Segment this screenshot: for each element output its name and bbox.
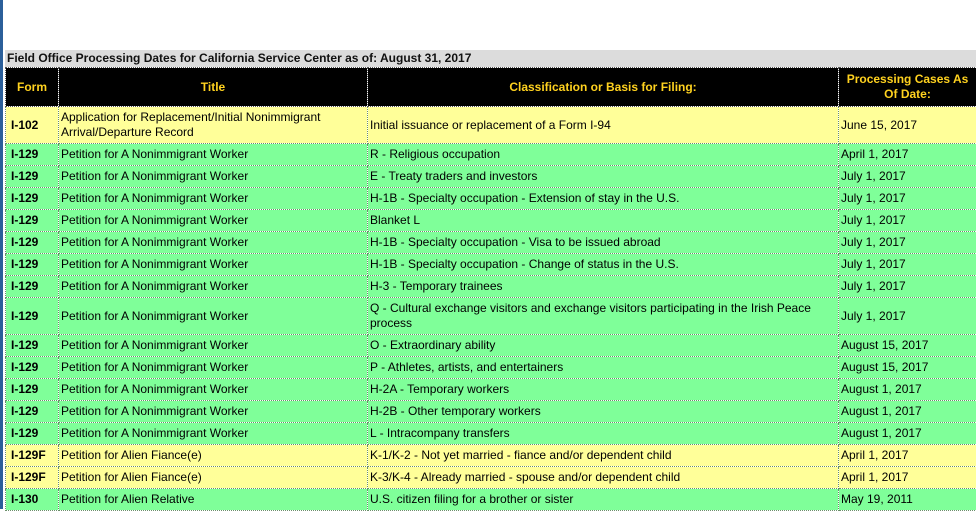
cell-title: Petition for A Nonimmigrant Worker: [59, 379, 368, 401]
cell-classification: Q - Cultural exchange visitors and exchange visitors participating in the Irish Peace process: [368, 298, 839, 335]
table-header-row: [6, 68, 976, 107]
cell-classification: Blanket L: [368, 210, 839, 232]
cell-classification: H-1B - Specialty occupation - Visa to be issued abroad: [368, 232, 839, 254]
table-body: [6, 107, 976, 511]
cell-form: I-129: [6, 232, 59, 254]
page-title: Field Office Processing Dates for California Service Center as of: August 31, 2017: [5, 50, 976, 67]
cell-classification: K-1/K-2 - Not yet married - fiance and/or dependent child: [368, 445, 839, 467]
header-processing-date: Processing Cases As Of Date:: [839, 68, 976, 107]
table-row: [6, 423, 976, 445]
cell-form: I-129: [6, 298, 59, 335]
cell-form: I-129: [6, 254, 59, 276]
cell-classification: O - Extraordinary ability: [368, 335, 839, 357]
cell-classification: H-2A - Temporary workers: [368, 379, 839, 401]
cell-form: I-129: [6, 379, 59, 401]
table-row: [6, 276, 976, 298]
cell-form: I-129: [6, 335, 59, 357]
cell-processing-date: July 1, 2017: [839, 254, 976, 276]
cell-form: I-129: [6, 210, 59, 232]
table-row: [6, 254, 976, 276]
cell-processing-date: May 19, 2011: [839, 489, 976, 511]
cell-title: Petition for A Nonimmigrant Worker: [59, 144, 368, 166]
cell-title: Petition for A Nonimmigrant Worker: [59, 210, 368, 232]
table-row: [6, 467, 976, 489]
cell-classification: P - Athletes, artists, and entertainers: [368, 357, 839, 379]
table-row: [6, 335, 976, 357]
processing-dates-table: [5, 67, 976, 511]
cell-title: Petition for A Nonimmigrant Worker: [59, 188, 368, 210]
table-row: [6, 210, 976, 232]
cell-classification: E - Treaty traders and investors: [368, 166, 839, 188]
cell-processing-date: April 1, 2017: [839, 467, 976, 489]
cell-title: Petition for Alien Fiance(e): [59, 445, 368, 467]
window-left-edge: [0, 0, 3, 509]
cell-classification: H-2B - Other temporary workers: [368, 401, 839, 423]
cell-classification: K-3/K-4 - Already married - spouse and/or dependent child: [368, 467, 839, 489]
cell-title: Petition for A Nonimmigrant Worker: [59, 335, 368, 357]
table-row: [6, 298, 976, 335]
cell-form: I-129: [6, 401, 59, 423]
cell-title: Petition for A Nonimmigrant Worker: [59, 254, 368, 276]
cell-processing-date: April 1, 2017: [839, 445, 976, 467]
cell-form: I-129F: [6, 467, 59, 489]
cell-form: I-129: [6, 357, 59, 379]
cell-title: Application for Replacement/Initial Nonimmigrant Arrival/Departure Record: [59, 107, 368, 144]
cell-title: Petition for Alien Relative: [59, 489, 368, 511]
cell-title: Petition for A Nonimmigrant Worker: [59, 423, 368, 445]
cell-processing-date: August 1, 2017: [839, 379, 976, 401]
cell-title: Petition for A Nonimmigrant Worker: [59, 232, 368, 254]
cell-title: Petition for A Nonimmigrant Worker: [59, 357, 368, 379]
cell-form: I-130: [6, 489, 59, 511]
cell-processing-date: August 1, 2017: [839, 423, 976, 445]
table-row: [6, 166, 976, 188]
table-row: [6, 445, 976, 467]
cell-classification: H-1B - Specialty occupation - Extension of stay in the U.S.: [368, 188, 839, 210]
cell-processing-date: August 15, 2017: [839, 335, 976, 357]
table-row: [6, 379, 976, 401]
cell-processing-date: August 1, 2017: [839, 401, 976, 423]
cell-title: Petition for A Nonimmigrant Worker: [59, 276, 368, 298]
cell-form: I-129F: [6, 445, 59, 467]
cell-title: Petition for A Nonimmigrant Worker: [59, 166, 368, 188]
cell-classification: U.S. citizen filing for a brother or sister: [368, 489, 839, 511]
cell-form: I-129: [6, 166, 59, 188]
cell-form: I-102: [6, 107, 59, 144]
cell-processing-date: July 1, 2017: [839, 232, 976, 254]
cell-processing-date: June 15, 2017: [839, 107, 976, 144]
table-row: [6, 357, 976, 379]
cell-classification: Initial issuance or replacement of a Form I-94: [368, 107, 839, 144]
table-row: [6, 401, 976, 423]
cell-form: I-129: [6, 188, 59, 210]
cell-title: Petition for A Nonimmigrant Worker: [59, 401, 368, 423]
header-title: Title: [59, 68, 368, 107]
cell-processing-date: July 1, 2017: [839, 276, 976, 298]
cell-classification: H-1B - Specialty occupation - Change of status in the U.S.: [368, 254, 839, 276]
cell-processing-date: July 1, 2017: [839, 188, 976, 210]
cell-title: Petition for A Nonimmigrant Worker: [59, 298, 368, 335]
cell-processing-date: July 1, 2017: [839, 166, 976, 188]
cell-classification: R - Religious occupation: [368, 144, 839, 166]
cell-classification: L - Intracompany transfers: [368, 423, 839, 445]
cell-title: Petition for Alien Fiance(e): [59, 467, 368, 489]
table-row: [6, 232, 976, 254]
cell-form: I-129: [6, 144, 59, 166]
table-row: [6, 144, 976, 166]
cell-processing-date: August 15, 2017: [839, 357, 976, 379]
cell-form: I-129: [6, 276, 59, 298]
table-row: [6, 107, 976, 144]
cell-form: I-129: [6, 423, 59, 445]
cell-processing-date: April 1, 2017: [839, 144, 976, 166]
header-form: Form: [6, 68, 59, 107]
header-classification: Classification or Basis for Filing:: [368, 68, 839, 107]
table-row: [6, 489, 976, 511]
cell-processing-date: July 1, 2017: [839, 210, 976, 232]
cell-classification: H-3 - Temporary trainees: [368, 276, 839, 298]
cell-processing-date: July 1, 2017: [839, 298, 976, 335]
table-row: [6, 188, 976, 210]
